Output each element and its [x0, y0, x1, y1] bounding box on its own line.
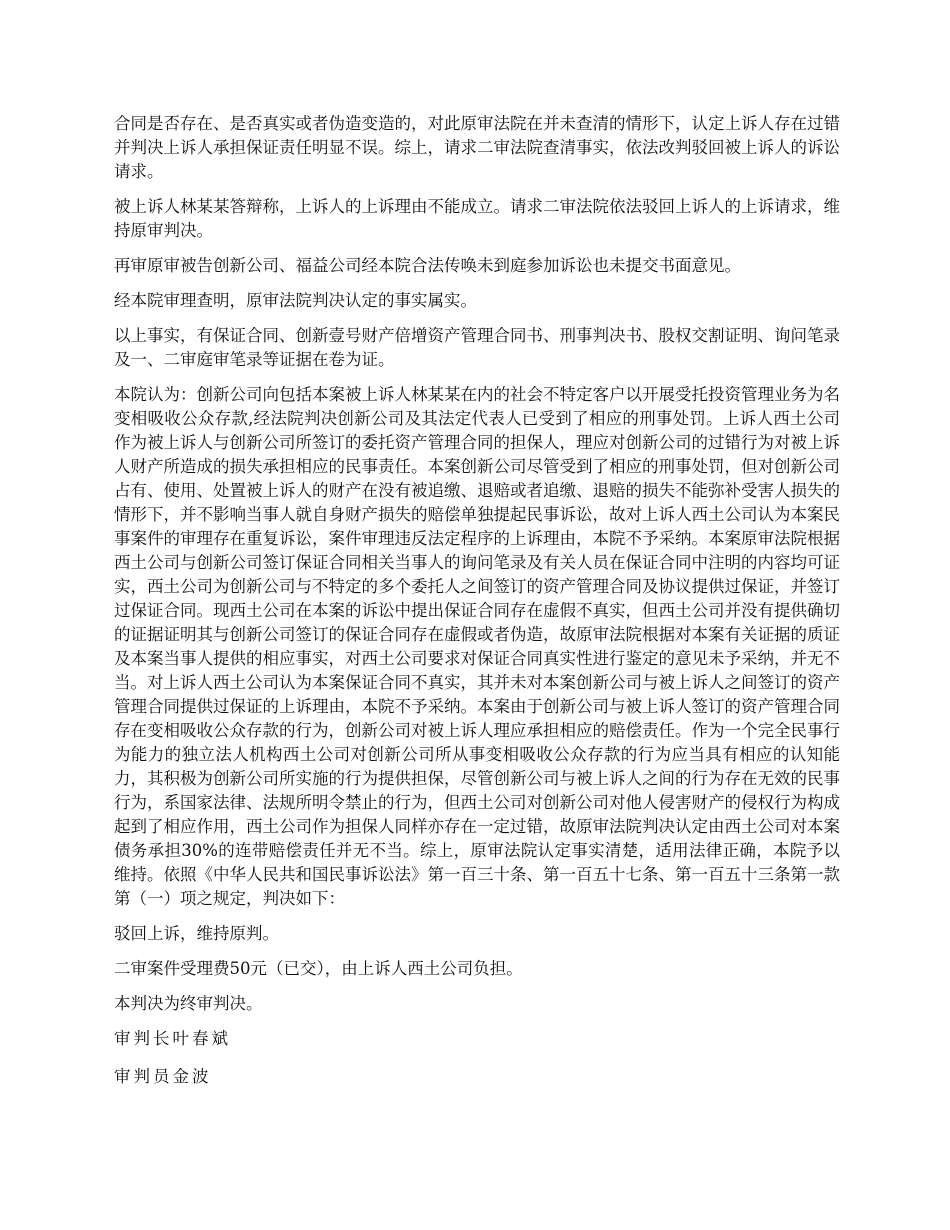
paragraph-final-judgment: 本判决为终审判决。 [114, 994, 263, 1013]
signature-presiding-judge: 审判长叶春斌 [114, 1029, 231, 1048]
judgment-document [114, 112, 840, 1103]
paragraph-court-fee: 二审案件受理费50元（已交），由上诉人西土公司负担。 [114, 959, 523, 978]
paragraph-appeal-request: 合同是否存在、是否真实或者伪造变造的，对此原审法院在并未查清的情形下，认定上诉人存在过错并判决上诉人承担保证责任明显不误。综上，请求二审法院查清事实，依法改判驳回被上诉人的诉讼请求。 [114, 114, 840, 181]
signature-judge: 审判员金波 [114, 1067, 212, 1086]
paragraph-absent-parties: 再审原审被告创新公司、福益公司经本院合法传唤未到庭参加诉讼也未提交书面意见。 [114, 256, 741, 275]
paragraph-evidence: 以上事实，有保证合同、创新壹号财产倍增资产管理合同书、刑事判决书、股权交割证明、询问笔录及一、二审庭审笔录等证据在卷为证。 [114, 326, 840, 369]
paragraph-ruling: 驳回上诉，维持原判。 [114, 924, 279, 943]
paragraph-court-opinion: 本院认为：创新公司向包括本案被上诉人林某某在内的社会不特定客户以开展受托投资管理业务为名变相吸收公众存款,经法院判决创新公司及其法定代表人已受到了相应的刑事处罚。上诉人西土公司作为被上诉人与创新公司所签订的委托资产管理合同的担保人，理应对创新公司的过错行为对被上诉人财产所造成的损失承担相应的民事责任。本案创新公司尽管受到了相应的刑事处罚，但对创新公司占有、使用、处置被上诉人的财产在没有被追缴、退赔或者追缴、退赔的损失不能弥补受害人损失的情形下，并不影响当事人就自身财产损失的赔偿单独提起民事诉讼，故对上诉人西土公司认为本案民事案件的审理存在重复诉讼，案件审理违反法定程序的上诉理由，本院不予采纳。本案原审法院根据西土公司与创新公司签订保证合同相关当事人的询问笔录及有关人员在保证合同中注明的内容均可证实，西土公司为创新公司与不特定的多个委托人之间签订的资产管理合同及协议提供过保证，并签订过保证合同。现西土公司在本案的诉讼中提出保证合同存在虚假不真实，但西土公司并没有提供确切的证据证明其与创新公司签订的保证合同存在虚假或者伪造，故原审法院根据对本案有关证据的质证及本案当事人提供的相应事实，对西土公司要求对保证合同真实性进行鉴定的意见未予采纳，并无不当。对上诉人西土公司认为本案保证合同不真实，其并未对本案创新公司与被上诉人之间签订的资产管理合同提供过保证的上诉理由，本院不予采纳。本案由于创新公司与被上诉人签订的资产管理合同存在变相吸收公众存款的行为，创新公司对被上诉人理应承担相应的赔偿责任。作为一个完全民事行为能力的独立法人机构西土公司对创新公司所从事变相吸收公众存款的行为应当具有相应的认知能力，其积极为创新公司所实施的行为提供担保，尽管创新公司与被上诉人之间的行为存在无效的民事行为，系国家法律、法规所明令禁止的行为，但西土公司对创新公司对他人侵害财产的侵权行为构成起到了相应作用，西土公司作为担保人同样亦存在一定过错，故原审法院判决认定由西土公司对本案债务承担30%的连带赔偿责任并无不当。综上，原审法院认定事实清楚，适用法律正确，本院予以维持。依照《中华人民共和国民事诉讼法》第一百三十条、第一百五十七条、第一百五十三条第一款第（一）项之规定，判决如下： [114, 385, 840, 908]
paragraph-facts-found: 经本院审理查明，原审法院判决认定的事实属实。 [114, 291, 477, 310]
paragraph-respondent-reply: 被上诉人林某某答辩称，上诉人的上诉理由不能成立。请求二审法院依法驳回上诉人的上诉请求，维持原审判决。 [114, 197, 840, 240]
